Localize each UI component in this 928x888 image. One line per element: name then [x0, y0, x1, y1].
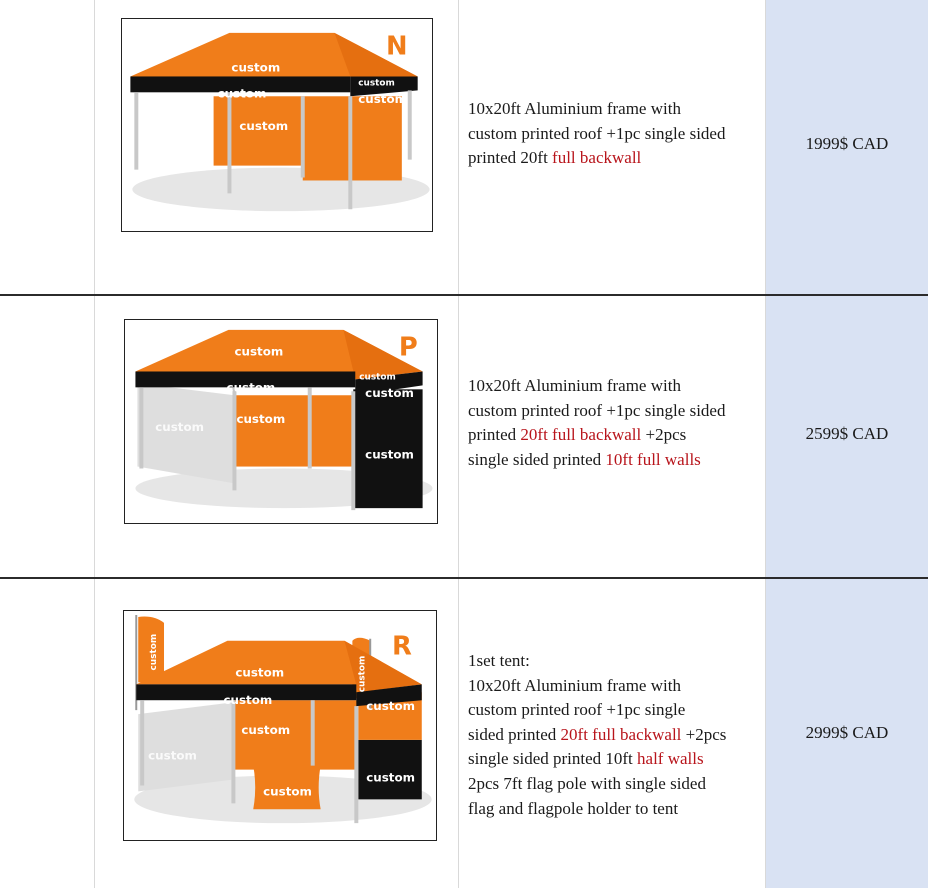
custom-label: custom	[263, 784, 312, 799]
image-cell	[95, 296, 459, 577]
description-line	[468, 146, 764, 171]
description-segment: custom printed roof +1pc single sided	[468, 123, 726, 143]
description-segment: sided printed	[468, 724, 561, 744]
tent-image-n	[121, 18, 433, 232]
custom-label: custom	[239, 118, 289, 133]
table-row	[0, 579, 928, 888]
price-text: 2599$ CAD	[805, 424, 889, 443]
tent-image-r	[123, 610, 437, 841]
description-line	[468, 797, 764, 822]
description-text	[468, 374, 764, 472]
description-line	[468, 97, 764, 122]
description-segment: single sided printed	[468, 449, 606, 469]
price-cell	[766, 296, 928, 577]
custom-label: custom	[359, 372, 396, 383]
table-row	[0, 296, 928, 577]
description-segment: 10x20ft Aluminium frame with	[468, 376, 681, 395]
description-cell	[459, 0, 766, 295]
tent-n-illustration	[122, 19, 432, 231]
tent-model-letter: N	[385, 31, 408, 62]
description-segment: +2pcs	[681, 724, 727, 744]
highlight-text: 10ft full walls	[605, 449, 701, 469]
description-line	[468, 747, 764, 772]
price-cell	[766, 579, 928, 888]
description-line	[468, 698, 764, 723]
description-segment: single sided printed 10ft	[468, 749, 638, 769]
custom-label: custom	[365, 386, 414, 401]
highlight-text: 20ft full backwall	[520, 425, 642, 445]
description-line	[468, 649, 764, 674]
description-line	[468, 772, 764, 797]
description-segment: printed	[468, 425, 521, 445]
highlight-text: 20ft full backwall	[560, 724, 682, 744]
table-row	[0, 0, 928, 295]
empty-cell	[0, 579, 95, 888]
custom-label: custom	[231, 60, 281, 75]
description-text	[468, 649, 764, 821]
custom-label: custom	[149, 633, 160, 671]
custom-label: custom	[241, 722, 291, 737]
description-segment: printed 20ft	[468, 148, 553, 168]
image-cell	[95, 0, 459, 295]
custom-label: custom	[366, 770, 416, 785]
custom-label: custom	[235, 665, 285, 680]
description-text	[468, 97, 764, 171]
highlight-text: full backwall	[552, 148, 642, 168]
description-segment: +2pcs	[641, 425, 687, 445]
custom-label: custom	[366, 699, 416, 714]
description-segment: custom printed roof +1pc single	[468, 700, 686, 720]
tent-model-letter: R	[392, 631, 412, 662]
price-text: 1999$ CAD	[805, 134, 889, 153]
custom-label: custom	[358, 92, 408, 107]
description-segment: 2pcs 7ft flag pole with single sided	[468, 773, 706, 793]
description-segment: 1set tent:	[468, 651, 530, 670]
custom-label: custom	[155, 419, 205, 434]
highlight-text: half walls	[637, 749, 704, 769]
tent-image-p	[124, 319, 438, 524]
description-line	[468, 723, 764, 748]
description-cell	[459, 296, 766, 577]
tent-model-letter: P	[398, 332, 418, 363]
custom-label: custom	[234, 344, 284, 359]
custom-label: custom	[236, 411, 286, 426]
description-segment: 10x20ft Aluminium frame with	[468, 675, 681, 695]
description-segment: flag and flagpole holder to tent	[468, 798, 679, 818]
price-text: 2999$ CAD	[805, 723, 889, 742]
description-segment: custom printed roof +1pc single sided	[468, 400, 726, 420]
custom-label: custom	[148, 748, 197, 763]
custom-label: custom	[365, 447, 414, 462]
description-line	[468, 399, 764, 424]
custom-label: custom	[217, 86, 267, 101]
price-cell	[766, 0, 928, 295]
empty-cell	[0, 296, 95, 577]
description-cell	[459, 579, 766, 888]
description-line	[468, 448, 764, 473]
custom-label: custom	[226, 380, 276, 395]
tent-r-illustration	[124, 611, 436, 840]
empty-cell	[0, 0, 95, 295]
custom-label: custom	[358, 78, 395, 89]
description-line	[468, 122, 764, 147]
description-segment: 10x20ft Aluminium frame with	[468, 99, 681, 118]
tent-p-illustration	[125, 320, 437, 523]
custom-label: custom	[357, 655, 368, 693]
image-cell	[95, 579, 459, 888]
description-line	[468, 674, 764, 699]
description-line	[468, 423, 764, 448]
custom-label: custom	[223, 693, 273, 708]
description-line	[468, 374, 764, 399]
